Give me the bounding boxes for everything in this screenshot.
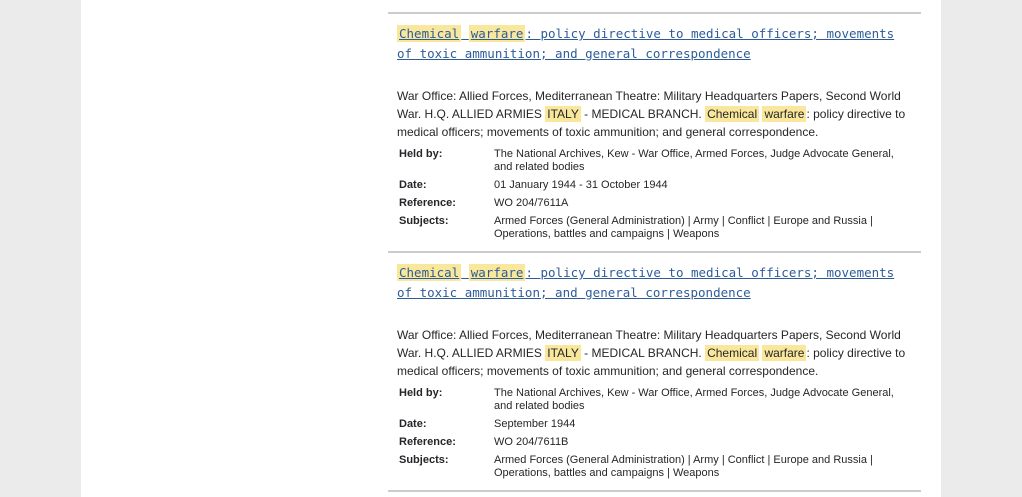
metadata-value: September 1944 [494,418,576,430]
metadata-value: Armed Forces (General Administration) | Army | Conflict | Europe and Russia | Operations, battles and campaigns | Weapons [494,454,873,479]
metadata-value: WO 204/7611A [494,197,569,209]
text-segment: War Office: Allied Forces, Mediterranean Theatre: Military Headquarters Papers, Second World War. H.Q. ALLIED ARMIES [397,328,901,360]
text-segment: War Office: Allied Forces, Mediterranean Theatre: Military Headquarters Papers, Second World War. H.Q. ALLIED ARMIES [397,89,901,121]
search-term-highlight: warfare [764,107,805,121]
text-segment: : policy directive to medical officers; movements of toxic ammunition; and general correspondence. [397,346,906,378]
metadata-row [399,215,921,241]
text-segment: : policy directive to medical officers; movements of toxic ammunition; and general correspondence [397,265,895,300]
text-segment: - MEDICAL BRANCH. [580,107,706,121]
search-term-highlight: warfare [764,346,805,360]
text-segment: : policy directive to medical officers; movements of toxic ammunition; and general correspondence [397,26,895,61]
content-surface [81,0,941,497]
metadata-label: Subjects: [399,454,449,466]
text-segment [461,26,469,41]
metadata-value: The National Archives, Kew - War Office, Armed Forces, Judge Advocate General, and related bodies [494,387,894,412]
metadata-label: Held by: [399,387,443,399]
search-term-highlight: warfare [470,26,524,41]
search-term-highlight: Chemical [707,107,758,121]
metadata-row [399,418,921,431]
result-description [397,87,907,141]
text-segment [461,265,469,280]
metadata-row [399,148,921,174]
metadata-label: Subjects: [399,215,449,227]
metadata-list [399,148,921,241]
search-term-highlight: Chemical [399,265,460,280]
metadata-label: Reference: [399,436,456,448]
search-term-highlight: warfare [470,265,524,280]
results-divider [388,12,921,14]
metadata-label: Held by: [399,148,443,160]
result-card [388,251,921,480]
metadata-row [399,197,921,210]
metadata-row [399,436,921,449]
metadata-row [399,454,921,480]
search-term-highlight: ITALY [547,107,579,121]
text-segment: - MEDICAL BRANCH. [580,346,706,360]
search-term-highlight: Chemical [707,346,758,360]
metadata-value: The National Archives, Kew - War Office, Armed Forces, Judge Advocate General, and related bodies [494,148,894,173]
metadata-label: Date: [399,179,427,191]
results-divider [388,490,921,492]
metadata-value: 01 January 1944 - 31 October 1944 [494,179,668,191]
metadata-row [399,179,921,192]
metadata-value: WO 204/7611B [494,436,569,448]
metadata-value: Armed Forces (General Administration) | Army | Conflict | Europe and Russia | Operations, battles and campaigns | Weapons [494,215,873,240]
result-card [388,12,921,241]
metadata-label: Date: [399,418,427,430]
result-title-link[interactable] [397,263,913,303]
result-title-link[interactable] [397,24,913,64]
metadata-list [399,387,921,480]
text-segment: : policy directive to medical officers; movements of toxic ammunition; and general correspondence. [397,107,906,139]
results-list [388,0,921,492]
metadata-label: Reference: [399,197,456,209]
result-description [397,326,907,380]
results-divider [388,251,921,253]
search-term-highlight: Chemical [399,26,460,41]
metadata-row [399,387,921,413]
search-term-highlight: ITALY [547,346,579,360]
